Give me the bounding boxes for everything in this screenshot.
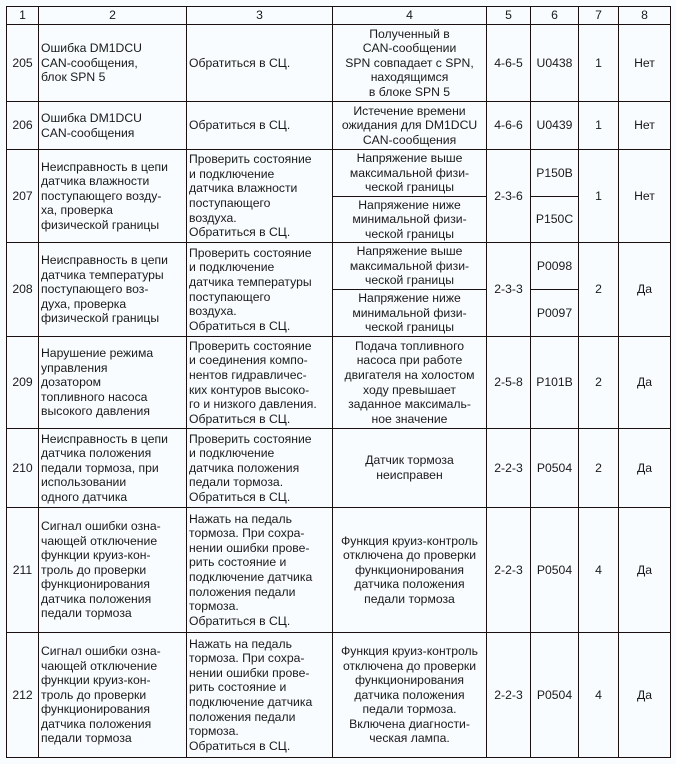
header-col-7: 7 [579, 7, 619, 25]
lamp-indicator: Да [619, 429, 671, 508]
fault-condition: Функция круиз-контроль отключена до проверки функционирования датчика положения педали тормоза. Включена диагности- ческая лампа. [333, 633, 487, 758]
severity-level: 2 [579, 243, 619, 337]
row-number: 205 [7, 25, 39, 102]
header-col-4: 4 [333, 7, 487, 25]
dtc-code-high: P0098 [531, 243, 579, 290]
lamp-indicator: Да [619, 337, 671, 429]
fault-condition-high: Напряжение выше максимальной физи- ческой границы [333, 243, 487, 290]
dtc-code: P0504 [531, 633, 579, 758]
blink-code: 2-2-3 [487, 633, 531, 758]
severity-level: 2 [579, 429, 619, 508]
table-row-207 [7, 150, 671, 197]
fault-description: Неисправность в цепи датчика температуры поступающего воз- духа, проверка физической границы [39, 243, 187, 337]
severity-level: 4 [579, 508, 619, 633]
corrective-action: Проверить состояние и соединения компо- нентов гидравличес- ких контуров высоко- го и низкого давления. Обратиться в СЦ. [187, 337, 333, 429]
blink-code: 4-6-6 [487, 102, 531, 150]
header-col-1: 1 [7, 7, 39, 25]
fault-condition-low: Напряжение ниже минимальной физи- ческой границы [333, 290, 487, 337]
table-row-212 [7, 633, 671, 758]
table-row-210 [7, 429, 671, 508]
lamp-indicator: Нет [619, 102, 671, 150]
fault-condition: Функция круиз-контроль отключена до проверки функционирования датчика положения педали тормоза [333, 508, 487, 633]
row-number: 209 [7, 337, 39, 429]
row-number: 206 [7, 102, 39, 150]
corrective-action: Проверить состояние и подключение датчика температуры поступающего воздуха. Обратиться в СЦ. [187, 243, 333, 337]
fault-description: Сигнал ошибки озна- чающей отключение функции круиз-кон- троль до проверки функционирования датчика положения педали тормоза [39, 633, 187, 758]
fault-condition-high: Напряжение выше максимальной физи- ческой границы [333, 150, 487, 197]
header-col-2: 2 [39, 7, 187, 25]
fault-description: Сигнал ошибки озна- чающей отключение функции круиз-кон- троль до проверки функционирования датчика положения педали тормоза [39, 508, 187, 633]
severity-level: 4 [579, 633, 619, 758]
fault-code-table [6, 6, 671, 758]
lamp-indicator: Да [619, 633, 671, 758]
dtc-code: P0504 [531, 429, 579, 508]
header-col-6: 6 [531, 7, 579, 25]
corrective-action: Нажать на педаль тормоза. При сохра- нении ошибки прове- рить состояние и подключение датчика положения педали тормоза. Обратиться в СЦ. [187, 508, 333, 633]
blink-code: 2-5-8 [487, 337, 531, 429]
fault-condition: Подача топливного насоса при работе двигателя на холостом ходу превышает заданное максималь- ное значение [333, 337, 487, 429]
severity-level: 2 [579, 337, 619, 429]
fault-description: Нарушение режима управления дозатором топливного насоса высокого давления [39, 337, 187, 429]
table-row-209 [7, 337, 671, 429]
row-number: 208 [7, 243, 39, 337]
lamp-indicator: Нет [619, 25, 671, 102]
severity-level: 1 [579, 150, 619, 243]
header-col-8: 8 [619, 7, 671, 25]
corrective-action: Проверить состояние и подключение датчика влажности поступающего воздуха. Обратиться в СЦ. [187, 150, 333, 243]
header-row [7, 7, 671, 25]
corrective-action: Обратиться в СЦ. [187, 25, 333, 102]
dtc-code-low: P150C [531, 197, 579, 243]
corrective-action: Нажать на педаль тормоза. При сохра- нении ошибки прове- рить состояние и подключение датчика положения педали тормоза. Обратиться в СЦ. [187, 633, 333, 758]
corrective-action: Проверить состояние и подключение датчика положения педали тормоза. Обратиться в СЦ. [187, 429, 333, 508]
fault-condition-low: Напряжение ниже минимальной физи- ческой границы [333, 197, 487, 243]
header-col-5: 5 [487, 7, 531, 25]
fault-condition: Истечение времени ожидания для DM1DCU CAN-сообщения [333, 102, 487, 150]
blink-code: 2-3-6 [487, 150, 531, 243]
row-number: 207 [7, 150, 39, 243]
table-row-205 [7, 25, 671, 102]
fault-description: Неисправность в цепи датчика влажности поступающего возду- ха, проверка физической границы [39, 150, 187, 243]
severity-level: 1 [579, 102, 619, 150]
blink-code: 4-6-5 [487, 25, 531, 102]
dtc-code: P101B [531, 337, 579, 429]
row-number: 210 [7, 429, 39, 508]
blink-code: 2-3-3 [487, 243, 531, 337]
fault-code-table-container [6, 6, 671, 758]
row-number: 212 [7, 633, 39, 758]
dtc-code: U0439 [531, 102, 579, 150]
header-col-3: 3 [187, 7, 333, 25]
blink-code: 2-2-3 [487, 508, 531, 633]
blink-code: 2-2-3 [487, 429, 531, 508]
lamp-indicator: Да [619, 243, 671, 337]
fault-description: Неисправность в цепи датчика положения педали тормоза, при использовании одного датчика [39, 429, 187, 508]
dtc-code-high: P150B [531, 150, 579, 197]
row-number: 211 [7, 508, 39, 633]
dtc-code: U0438 [531, 25, 579, 102]
table-row-206 [7, 102, 671, 150]
fault-condition: Полученный в CAN-сообщении SPN совпадает с SPN, находящимся в блоке SPN 5 [333, 25, 487, 102]
corrective-action: Обратиться в СЦ. [187, 102, 333, 150]
fault-description: Ошибка DM1DCU CAN-сообщения, блок SPN 5 [39, 25, 187, 102]
fault-condition: Датчик тормоза неисправен [333, 429, 487, 508]
table-row-208 [7, 243, 671, 290]
lamp-indicator: Нет [619, 150, 671, 243]
severity-level: 1 [579, 25, 619, 102]
fault-description: Ошибка DM1DCU CAN-сообщения [39, 102, 187, 150]
dtc-code: P0504 [531, 508, 579, 633]
lamp-indicator: Да [619, 508, 671, 633]
table-row-211 [7, 508, 671, 633]
dtc-code-low: P0097 [531, 290, 579, 337]
